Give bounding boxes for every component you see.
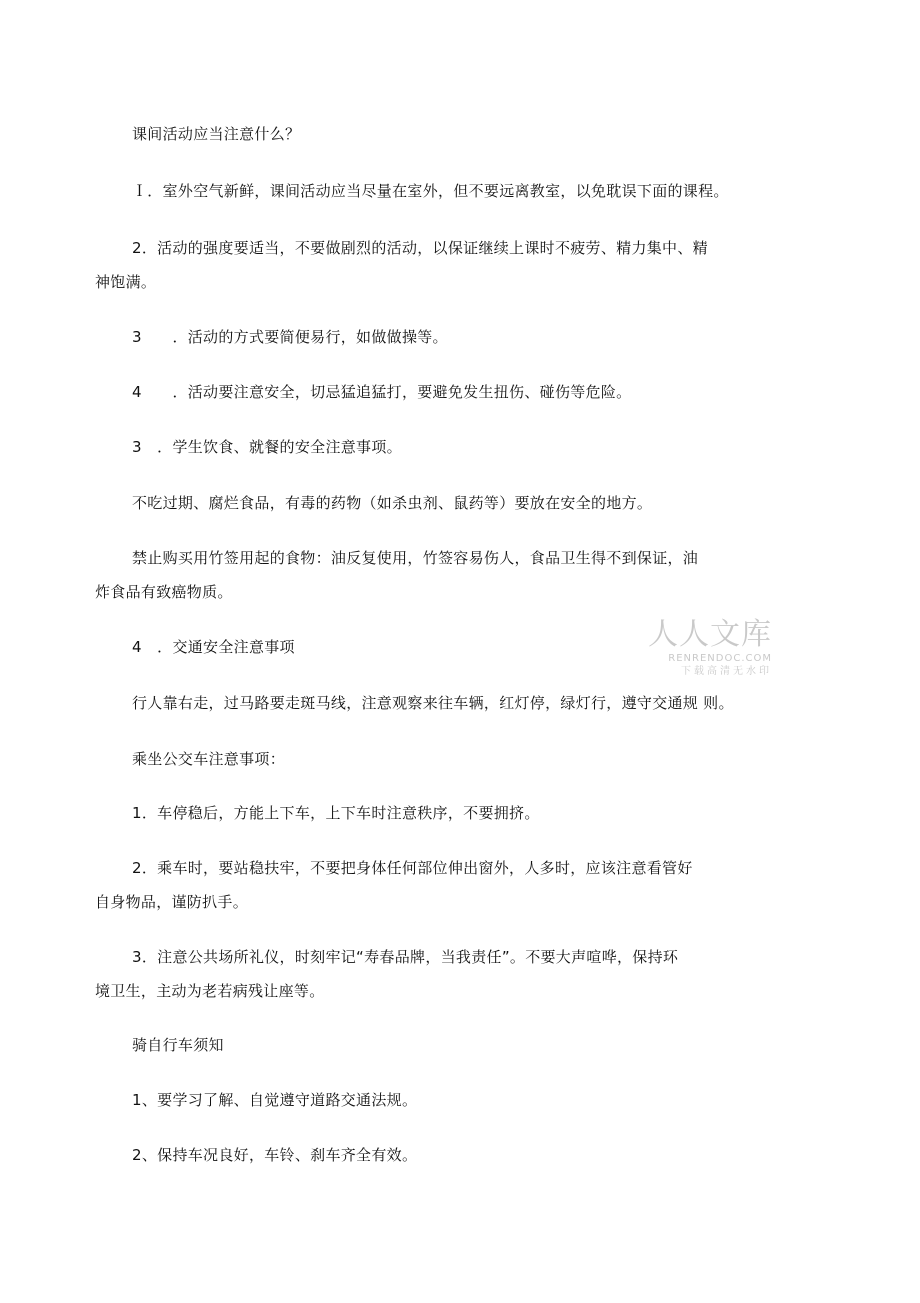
paragraph-line: 1．车停稳后，方能上下车，上下车时注意秩序，不要拥挤。 [132,804,540,822]
paragraph-line: 3．注意公共场所礼仪，时刻牢记“寿春品牌，当我责任”。不要大声喧哗，保持环 [132,948,679,966]
paragraph-line: 行人靠右走，过马路要走斑马线，注意观察来往车辆，红灯停，绿灯行，遵守交通规 则。 [132,694,734,712]
paragraph-line: 自身物品，谨防扒手。 [95,893,249,911]
heading-bicycle-notes: 骑自行车须知 [132,1036,224,1054]
watermark-title: 人人文库 [648,617,772,652]
paragraph-line: 境卫生，主动为老若病残让座等。 [95,982,325,1000]
paragraph-line: 2、保持车况良好，车铃、刹车齐全有效。 [132,1146,418,1164]
heading-diet-safety: 3 ．学生饮食、就餐的安全注意事项。 [132,438,402,456]
heading-traffic-safety: 4 ．交通安全注意事项 [132,638,295,656]
paragraph-line: 神饱满。 [95,273,157,291]
paragraph-line: 3 ．活动的方式要简便易行，如做做操等。 [132,328,448,346]
paragraph-line: 炸食品有致癌物质。 [95,583,233,601]
paragraph-line: Ｉ．室外空气新鲜，课间活动应当尽量在室外，但不要远离教室，以免耽误下面的课程。 [132,182,729,200]
heading-bus-notes: 乘坐公交车注意事项： [132,750,286,768]
paragraph-line: 禁止购买用竹签用起的食物：油反复使用，竹签容易伤人，食品卫生得不到保证，油 [132,549,699,567]
watermark [646,618,772,678]
heading-recess-activities: 课间活动应当注意什么？ [132,125,301,143]
paragraph-line: 不吃过期、腐烂食品，有毒的药物（如杀虫剂、鼠药等）要放在安全的地方。 [132,494,653,512]
paragraph-line: 1、要学习了解、自觉遵守道路交通法规。 [132,1091,418,1109]
paragraph-line: 2．活动的强度要适当，不要做剧烈的活动，以保证继续上课时不疲劳、精力集中、精 [132,239,708,257]
paragraph-line: 2．乘车时，要站稳扶牢，不要把身体任何部位伸出窗外，人多时，应该注意看管好 [132,859,693,877]
watermark-subtitle: 下载高清无水印 [681,666,772,677]
watermark-url: RENRENDOC.COM [668,653,772,664]
paragraph-line: 4 ．活动要注意安全，切忌猛追猛打，要避免发生扭伤、碰伤等危险。 [132,383,632,401]
